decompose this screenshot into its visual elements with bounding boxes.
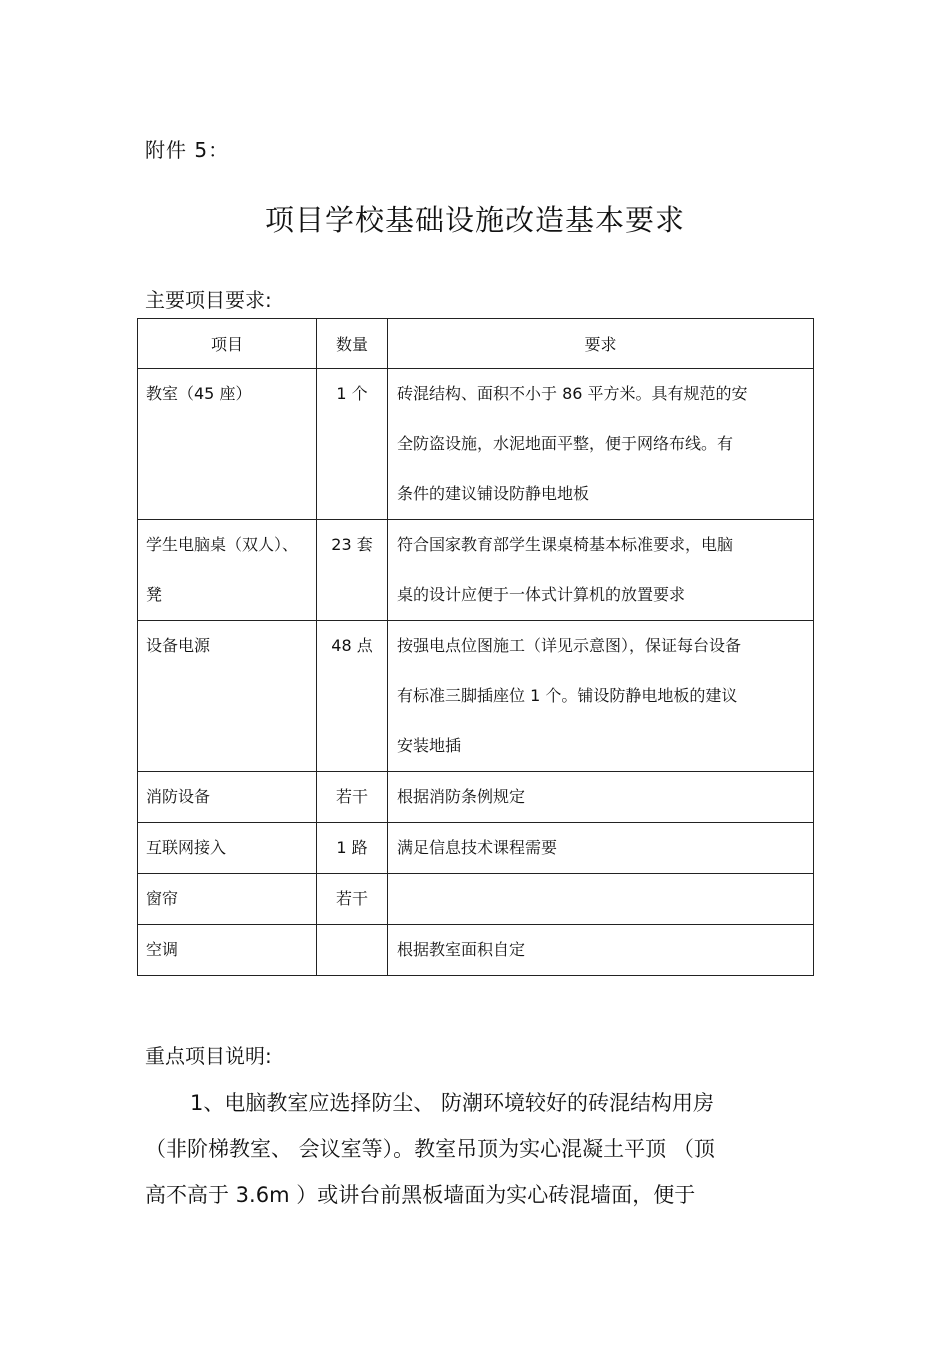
- paragraph-line: 高不高于 3.6m ）或讲台前黑板墙面为实心砖混墙面，便于: [145, 1183, 696, 1207]
- requirement-cell: 根据教室面积自定: [388, 925, 814, 976]
- requirement-line: 全防盗设施，水泥地面平整，便于网络布线。有: [397, 434, 734, 453]
- item-cell: 消防设备: [138, 772, 317, 823]
- requirement-line: 符合国家教育部学生课桌椅基本标准要求，电脑: [397, 535, 734, 554]
- table-row: [138, 369, 814, 520]
- attachment-label: 附件 5：: [145, 138, 230, 162]
- requirement-line: 砖混结构、面积不小于 86 平方米。具有规范的安: [397, 384, 748, 403]
- requirement-cell: [388, 874, 814, 925]
- requirement-line: 安装地插: [397, 736, 462, 755]
- requirement-line: 有标准三脚插座位 1 个。铺设防静电地板的建议: [397, 686, 738, 705]
- table-row: [138, 621, 814, 772]
- table-row: [138, 925, 814, 976]
- requirement-cell: [388, 520, 814, 621]
- table-row: [138, 520, 814, 621]
- quantity-cell: 1 个: [317, 369, 388, 520]
- table-row: [138, 823, 814, 874]
- requirement-line: 按强电点位图施工（详见示意图），保证每台设备: [397, 636, 742, 655]
- requirement-line: 条件的建议铺设防静电地板: [397, 484, 590, 503]
- item-cell: 空调: [138, 925, 317, 976]
- item-cell: 学生电脑桌（双人）、凳: [138, 520, 317, 621]
- item-cell: 互联网接入: [138, 823, 317, 874]
- column-header-requirement: 要求: [388, 319, 814, 369]
- quantity-cell: 若干: [317, 772, 388, 823]
- requirement-line: 桌的设计应便于一体式计算机的放置要求: [397, 585, 686, 604]
- requirement-cell: 满足信息技术课程需要: [388, 823, 814, 874]
- key-notes-paragraph: [145, 1080, 805, 1218]
- quantity-cell: 若干: [317, 874, 388, 925]
- quantity-cell: 1 路: [317, 823, 388, 874]
- item-cell: 教室（45 座）: [138, 369, 317, 520]
- paragraph-line: （非阶梯教室、 会议室等）。教室吊顶为实心混凝土平顶 （顶: [145, 1137, 715, 1161]
- table-header-row: [138, 319, 814, 369]
- document-title: 项目学校基础设施改造基本要求: [264, 203, 685, 237]
- main-requirements-heading: 主要项目要求:: [145, 288, 272, 312]
- key-notes-heading: 重点项目说明:: [145, 1044, 272, 1068]
- requirement-cell: 根据消防条例规定: [388, 772, 814, 823]
- column-header-quantity: 数量: [317, 319, 388, 369]
- requirement-cell: [388, 621, 814, 772]
- requirements-table: [137, 318, 814, 976]
- paragraph-line: 1、电脑教室应选择防尘、 防潮环境较好的砖混结构用房: [190, 1091, 715, 1115]
- column-header-item: 项目: [138, 319, 317, 369]
- quantity-cell: 48 点: [317, 621, 388, 772]
- requirement-cell: [388, 369, 814, 520]
- table-row: [138, 874, 814, 925]
- quantity-cell: [317, 925, 388, 976]
- table-row: [138, 772, 814, 823]
- item-cell: 设备电源: [138, 621, 317, 772]
- item-cell: 窗帘: [138, 874, 317, 925]
- quantity-cell: 23 套: [317, 520, 388, 621]
